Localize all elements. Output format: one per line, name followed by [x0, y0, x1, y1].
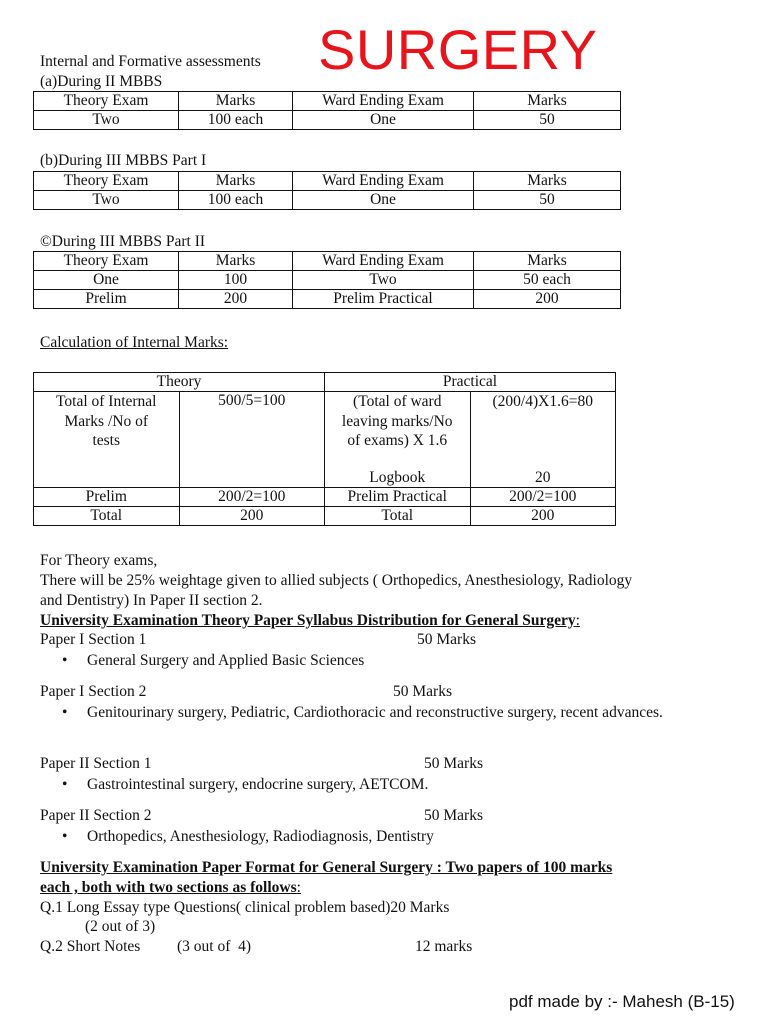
footer-credit: pdf made by :- Mahesh (B-15) [509, 992, 735, 1011]
table-cell: 100 [179, 271, 293, 290]
table-row [34, 111, 621, 130]
header-cell: Marks [179, 172, 293, 191]
table-row [34, 290, 621, 309]
page-title: SURGERY [318, 18, 598, 81]
table-cell [470, 392, 616, 488]
paper-name: Paper I Section 1 [40, 631, 147, 648]
list-item-text: General Surgery and Applied Basic Sciences [87, 652, 365, 669]
paper-name: Paper I Section 2 [40, 683, 147, 700]
paper-marks: 50 Marks [424, 807, 483, 824]
header-cell: Theory Exam [34, 92, 179, 111]
question-2: Q.2 Short Notes [40, 938, 141, 955]
paper-marks: 50 Marks [417, 631, 476, 648]
header-cell: Ward Ending Exam [293, 252, 474, 271]
theory-note-line3: and Dentistry) In Paper II section 2. [40, 592, 263, 609]
table-cell: Two [293, 271, 474, 290]
theory-note-line1: For Theory exams, [40, 552, 158, 569]
header-cell: Ward Ending Exam [293, 92, 474, 111]
table-cell: Total [34, 507, 180, 526]
section-a-table [33, 91, 621, 130]
bullet-icon: • [62, 776, 68, 793]
table-cell: Prelim [34, 488, 180, 507]
table-cell: One [34, 271, 179, 290]
table-cell: 50 [474, 111, 621, 130]
format-heading-line1: University Examination Paper Format for General Surgery : Two papers of 100 marks [40, 859, 613, 876]
question-1-choice: (2 out of 3) [85, 918, 156, 935]
calc-heading: Calculation of Internal Marks: [40, 334, 229, 351]
table-row [34, 271, 621, 290]
paper-name: Paper II Section 2 [40, 807, 152, 824]
section-b-table [33, 171, 621, 210]
question-2-choice: (3 out of 4) [177, 938, 252, 955]
syllabus-heading-text: University Examination Theory Paper Syllabus Distribution for General Surgery [40, 612, 576, 629]
section-c-table [33, 251, 621, 309]
table-cell: 200 [179, 290, 293, 309]
list-item-text: Gastrointestinal surgery, endocrine surgery, AETCOM. [87, 776, 429, 793]
table-cell: 200/2=100 [470, 488, 616, 507]
table-header-row [34, 252, 621, 271]
format-heading-line2 [40, 878, 301, 898]
header-cell: Marks [474, 92, 621, 111]
table-cell: Prelim Practical [293, 290, 474, 309]
theory-note-line2: There will be 25% weightage given to allied subjects ( Orthopedics, Anesthesiology, Radiology [40, 572, 633, 589]
question-1: Q.1 Long Essay type Questions( clinical problem based)20 Marks [40, 899, 450, 916]
table-cell: 200 [470, 507, 616, 526]
syllabus-heading [40, 611, 580, 631]
header-cell: Marks [179, 252, 293, 271]
table-cell: 500/5=100 [179, 392, 325, 488]
paper-name: Paper II Section 1 [40, 755, 152, 772]
table-header-row [34, 172, 621, 191]
section-c-heading: ©During III MBBS Part II [40, 233, 206, 250]
practical-header: Practical [325, 373, 616, 392]
bullet-icon: • [62, 828, 68, 845]
logbook-label: Logbook [369, 468, 426, 486]
logbook-value: 20 [535, 468, 551, 486]
header-cell: Theory Exam [34, 172, 179, 191]
table-cell: Prelim Practical [325, 488, 471, 507]
bullet-icon: • [62, 652, 68, 669]
table-cell: 200 [179, 507, 325, 526]
syllabus-heading-colon: : [575, 612, 580, 629]
table-cell: Total of Internal Marks /No of tests [34, 392, 180, 488]
table-cell: Total [325, 507, 471, 526]
table-cell: 50 [474, 191, 621, 210]
table-header-row [34, 92, 621, 111]
table-header-row [34, 373, 616, 392]
theory-header: Theory [34, 373, 325, 392]
table-cell [325, 392, 471, 488]
header-cell: Marks [179, 92, 293, 111]
intro-text: Internal and Formative assessments [40, 53, 261, 70]
table-row [34, 191, 621, 210]
table-row [34, 488, 616, 507]
paper-marks: 50 Marks [393, 683, 452, 700]
calc-table [33, 372, 616, 526]
table-cell: Prelim [34, 290, 179, 309]
format-heading-line2-text: each , both with two sections as follows [40, 879, 297, 896]
header-cell: Marks [474, 252, 621, 271]
table-cell: 200/2=100 [179, 488, 325, 507]
table-cell: 100 each [179, 111, 293, 130]
list-item-text: Genitourinary surgery, Pediatric, Cardiothoracic and reconstructive surgery, recent advances. [87, 704, 663, 721]
practical-value: (200/4)X1.6=80 [492, 393, 593, 410]
question-2-marks: 12 marks [415, 938, 473, 955]
table-cell: Two [34, 191, 179, 210]
list-item-text: Orthopedics, Anesthesiology, Radiodiagnosis, Dentistry [87, 828, 434, 845]
header-cell: Marks [474, 172, 621, 191]
table-row [34, 507, 616, 526]
section-b-heading: (b)During III MBBS Part I [40, 152, 207, 169]
table-cell: 50 each [474, 271, 621, 290]
table-cell: One [293, 191, 474, 210]
table-cell: Two [34, 111, 179, 130]
table-cell: 100 each [179, 191, 293, 210]
header-cell: Theory Exam [34, 252, 179, 271]
format-heading-colon: : [296, 879, 301, 896]
practical-formula: (Total of ward leaving marks/No of exams) X 1.6 [341, 393, 453, 449]
paper-marks: 50 Marks [424, 755, 483, 772]
header-cell: Ward Ending Exam [293, 172, 474, 191]
table-row [34, 392, 616, 488]
table-cell: One [293, 111, 474, 130]
bullet-icon: • [62, 704, 68, 721]
table-cell: 200 [474, 290, 621, 309]
section-a-heading: (a)During II MBBS [40, 73, 163, 90]
